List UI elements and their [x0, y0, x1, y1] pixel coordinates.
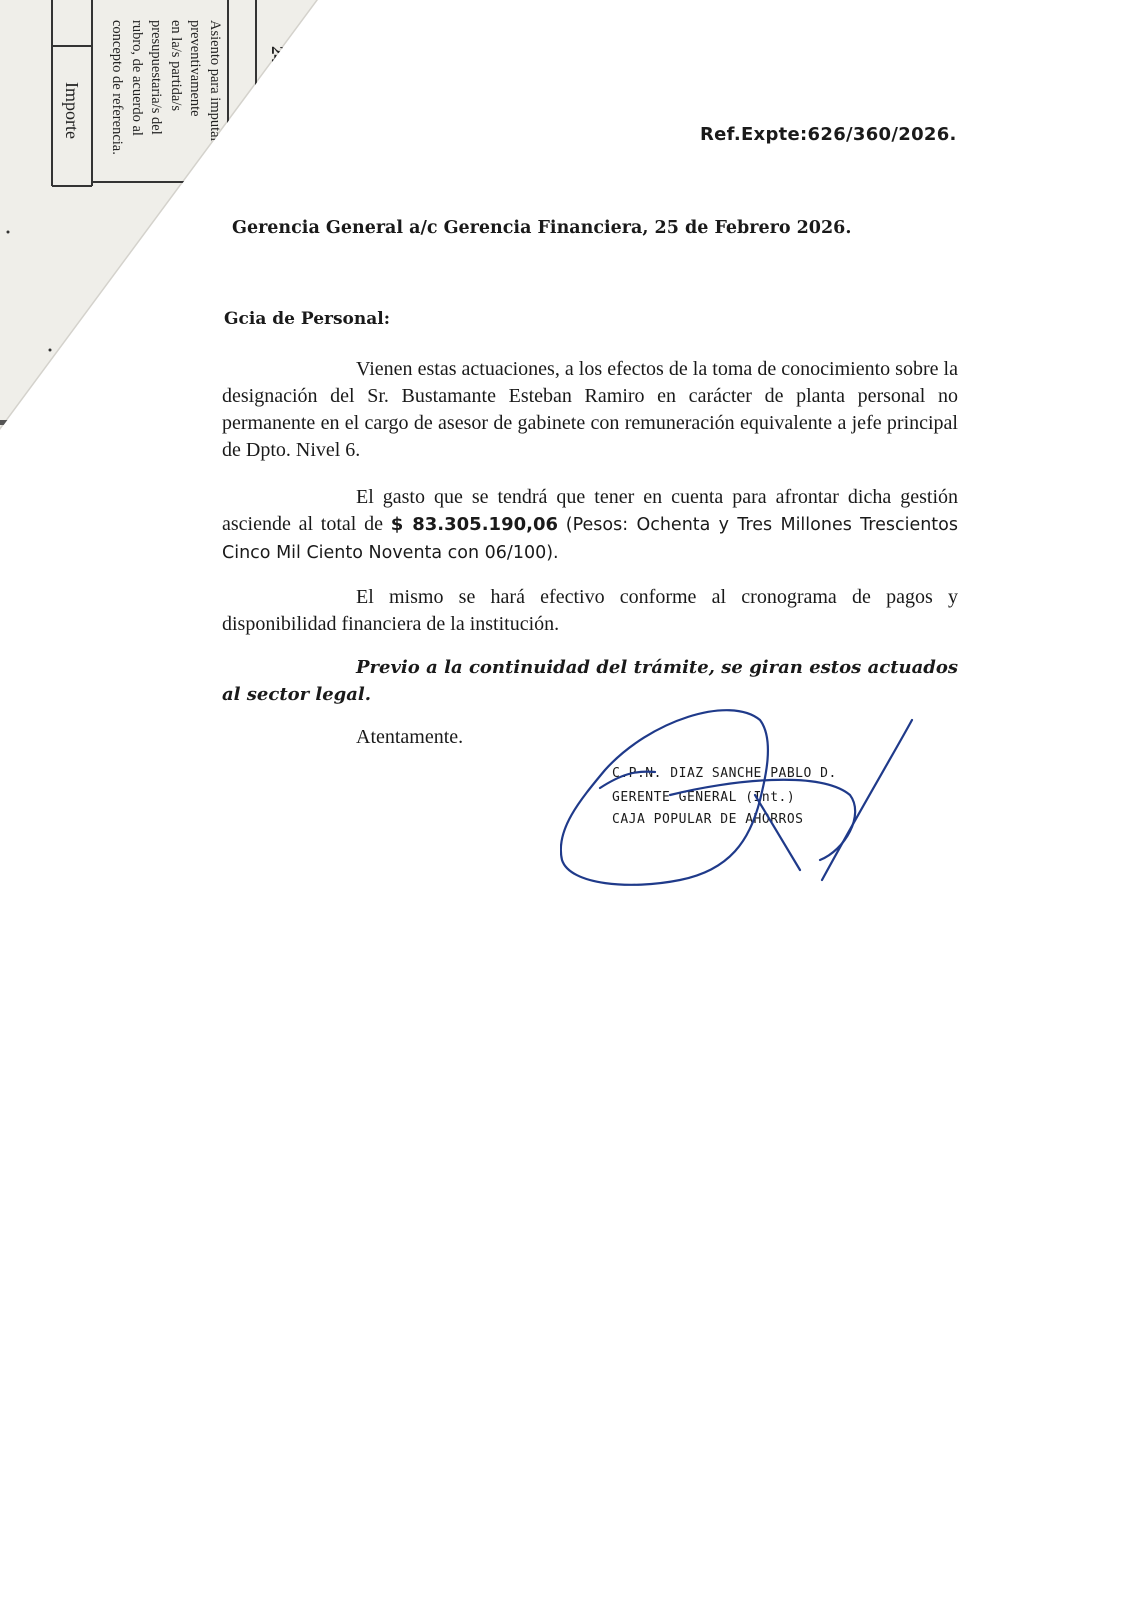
- reference-number: Ref.Expte:626/360/2026.: [700, 124, 957, 145]
- stamp-asiento-line: rubro, de acuerdo al: [129, 20, 145, 136]
- addressee: Gcia de Personal:: [224, 309, 390, 329]
- paragraph-legal: Previo a la continuidad del trámite, se giran estos actuados al sector legal.: [222, 657, 958, 705]
- document-heading: Gerencia General a/c Gerencia Financiera, 25 de Febrero 2026.: [232, 218, 852, 238]
- paragraph-payment: El mismo se hará efectivo conforme al cronograma de pagos y disponibilidad financiera de la institución.: [222, 586, 958, 635]
- stamp-asiento-line: concepto de referencia.: [109, 20, 126, 155]
- stamp-asiento-line: preventivamente: [187, 20, 204, 117]
- handwritten-signature: [560, 700, 940, 910]
- signature-title: GERENTE GENERAL (Int.): [612, 790, 796, 805]
- stamp-asiento-line: Asiento para imputar: [207, 20, 223, 143]
- expense-amount: $ 83.305.190,06: [390, 514, 559, 535]
- expense-intro: El gasto que se tendrá que tener en cuenta para afrontar dicha gestión asciende al total de: [222, 486, 958, 535]
- signature-institution: CAJA POPULAR DE AHORROS: [612, 812, 804, 827]
- closing: Atentamente.: [356, 726, 464, 748]
- stamp-asiento-line: presupuestaria/s del: [148, 20, 165, 135]
- paragraph-expense: [222, 484, 958, 567]
- stamp-asiento-line: en la/s partida/s: [168, 20, 184, 112]
- signature-name: C.P.N. DIAZ SANCHE PABLO D.: [612, 766, 837, 781]
- expense-amount-words: (Pesos: Ochenta y Tres Millones Trescientos Cinco Mil Ciento Noventa con 06/100).: [222, 515, 958, 563]
- stamp-importe-label: Importe: [62, 82, 82, 139]
- paragraph-designation: Vienen estas actuaciones, a los efectos de la toma de conocimiento sobre la designación del Sr. Bustamante Esteban Ramiro en carácter de planta personal no permanente en el cargo de asesor de gabinete con remuneración equivalente a jefe principal de Dpto. Nivel 6.: [222, 358, 958, 461]
